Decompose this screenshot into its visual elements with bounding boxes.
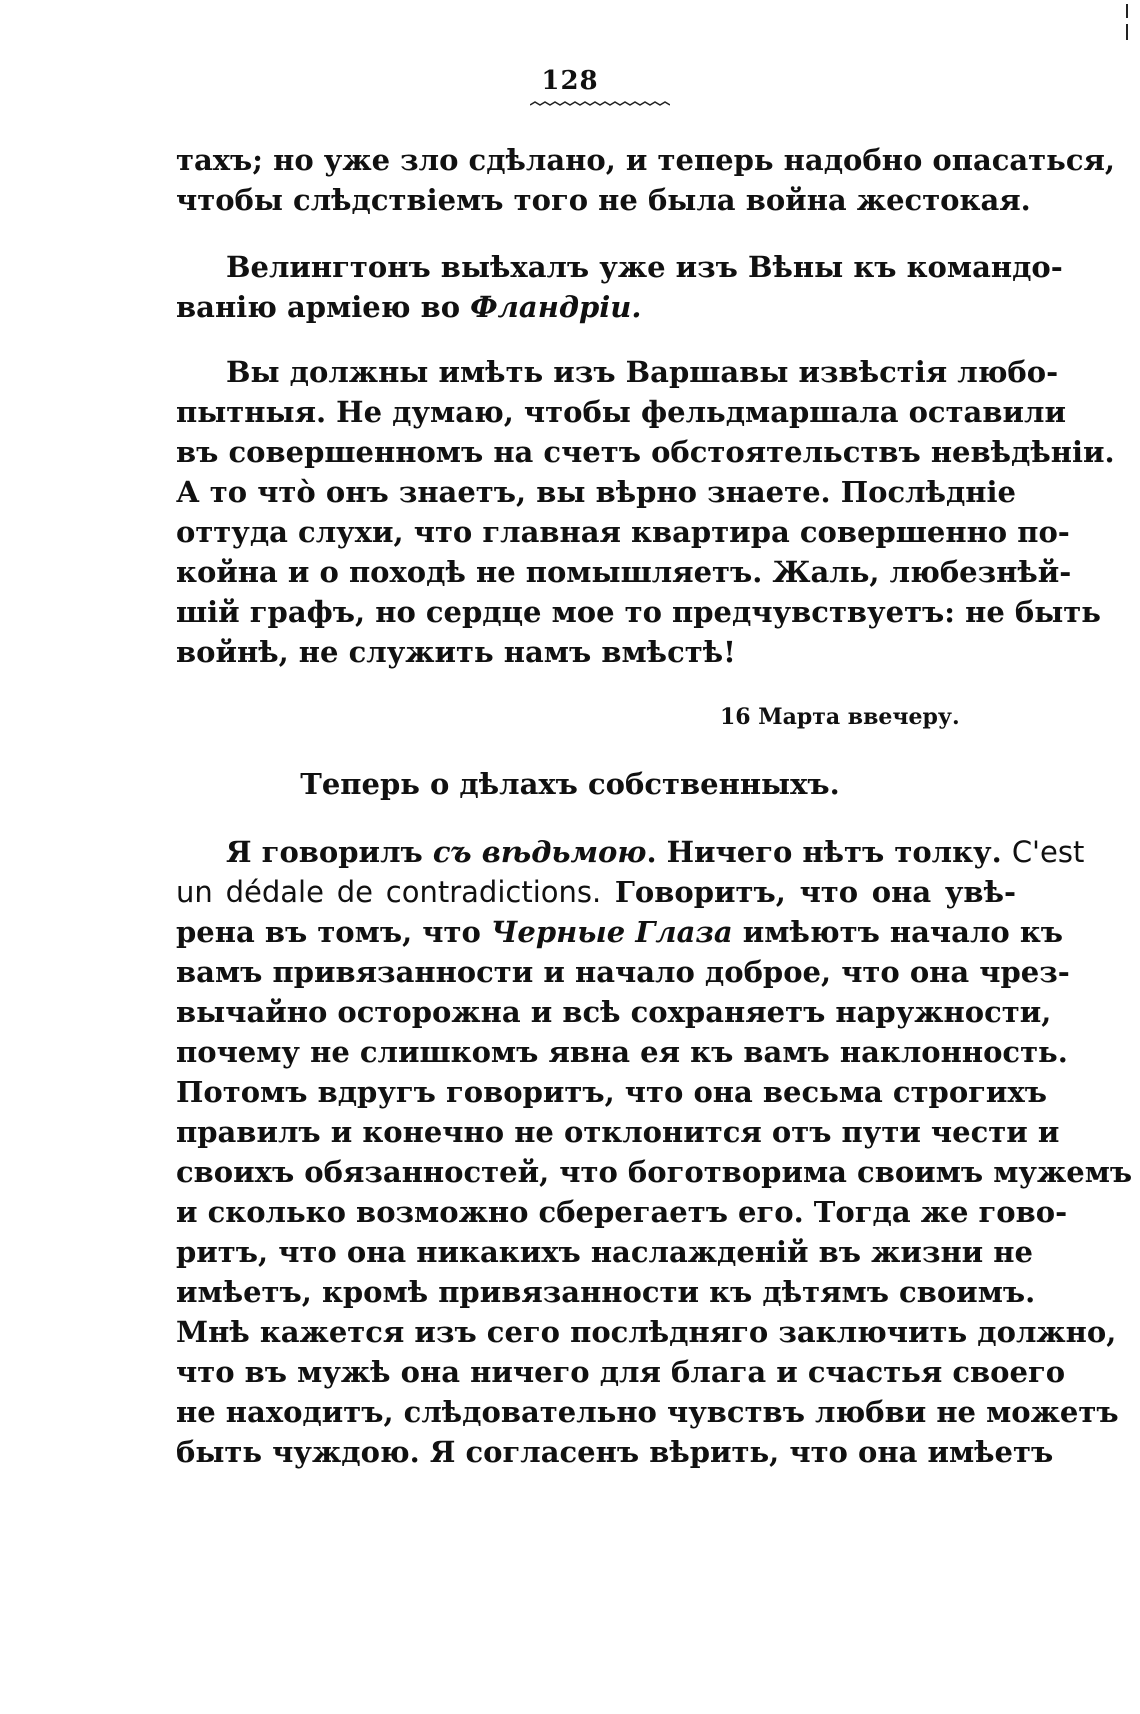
text-line: пытныя. Не думаю, чтобы фельдмаршала оставили	[176, 395, 1066, 429]
text-line: чтобы слѣдствіемъ того не была война жестокая.	[176, 183, 1031, 217]
italic-phrase: съ вѣдьмою	[432, 835, 647, 869]
text-span: рена въ томъ, что	[176, 915, 491, 949]
paragraph-1	[176, 140, 1116, 220]
page-number-underline-ornament	[530, 100, 670, 110]
text-line: что въ мужѣ она ничего для блага и счастья своего	[176, 1355, 1066, 1389]
text-line: тахъ; но уже зло сдѣлано, и теперь надобно опасаться,	[176, 143, 1116, 177]
text-line: своихъ обязанностей, что боготворима своимъ мужемъ	[176, 1155, 1133, 1189]
text-line	[176, 912, 1064, 952]
text-line: оттуда слухи, что главная квартира совершенно по-	[176, 515, 1070, 549]
text-line: Потомъ вдругъ говоритъ, что она весьма строгихъ	[176, 1075, 1047, 1109]
text-line: не находитъ, слѣдовательно чувствъ любви не можетъ	[176, 1395, 1119, 1429]
text-line: койна и о походѣ не помышляетъ. Жаль, любезнѣй-	[176, 555, 1072, 589]
text-span: ванію арміею во	[176, 290, 471, 324]
text-line: и сколько возможно сберегаетъ его. Тогда же гово-	[176, 1195, 1068, 1229]
section-heading: Теперь о дѣлахъ собственныхъ.	[300, 767, 840, 801]
text-span: Говоритъ, что она увѣ-	[601, 875, 1016, 909]
text-line: вамъ привязанности и начало доброе, что она чрез-	[176, 955, 1070, 989]
text-line: Велингтонъ выѣхалъ уже изъ Вѣны къ командо-	[226, 250, 1063, 284]
text-line	[176, 287, 1016, 327]
latin-phrase: C'est	[1011, 835, 1085, 869]
text-line: вычайно осторожна и всѣ сохраняетъ наружности,	[176, 995, 1052, 1029]
page-number: 128	[541, 66, 599, 96]
text-line	[176, 872, 1016, 912]
scan-edge-mark-top	[1126, 4, 1128, 18]
text-line: Вы должны имѣть изъ Варшавы извѣстія любо-	[226, 355, 1059, 389]
text-span: Я говорилъ	[226, 835, 433, 869]
text-line: шій графъ, но сердце мое то предчувствуетъ: не быть	[176, 595, 1101, 629]
text-line: правилъ и конечно не отклонится отъ пути чести и	[176, 1115, 1060, 1149]
text-line: въ совершенномъ на счетъ обстоятельствъ невѣдѣніи.	[176, 435, 1115, 469]
paragraph-3	[176, 352, 1115, 672]
italic-place-name: Фландріи.	[470, 290, 642, 324]
text-line: войнѣ, не служить намъ вмѣстѣ!	[176, 635, 736, 669]
text-line: А то что̀ онъ знаетъ, вы вѣрно знаете. Послѣдніе	[176, 475, 1016, 509]
text-line: Мнѣ кажется изъ сего послѣдняго заключить должно,	[176, 1315, 1117, 1349]
dateline: 16 Марта ввечеру.	[720, 704, 960, 730]
paragraph-4	[176, 832, 1133, 1472]
text-line: имѣетъ, кромѣ привязанности къ дѣтямъ своимъ.	[176, 1275, 1036, 1309]
latin-phrase: un dédale de contradictions.	[176, 875, 602, 909]
scan-edge-mark-bottom	[1126, 24, 1128, 40]
text-span: имѣютъ начало къ	[732, 915, 1064, 949]
paragraph-2	[176, 247, 1063, 327]
text-line: ритъ, что она никакихъ наслажденій въ жизни не	[176, 1235, 1033, 1269]
text-line: почему не слишкомъ явна ея къ вамъ наклонность.	[176, 1035, 1068, 1069]
italic-phrase: Черные Глаза	[490, 915, 733, 949]
text-line: быть чуждою. Я согласенъ вѣрить, что она имѣетъ	[176, 1435, 1054, 1469]
text-line	[176, 832, 1085, 872]
text-span: . Ничего нѣтъ толку.	[646, 835, 1012, 869]
